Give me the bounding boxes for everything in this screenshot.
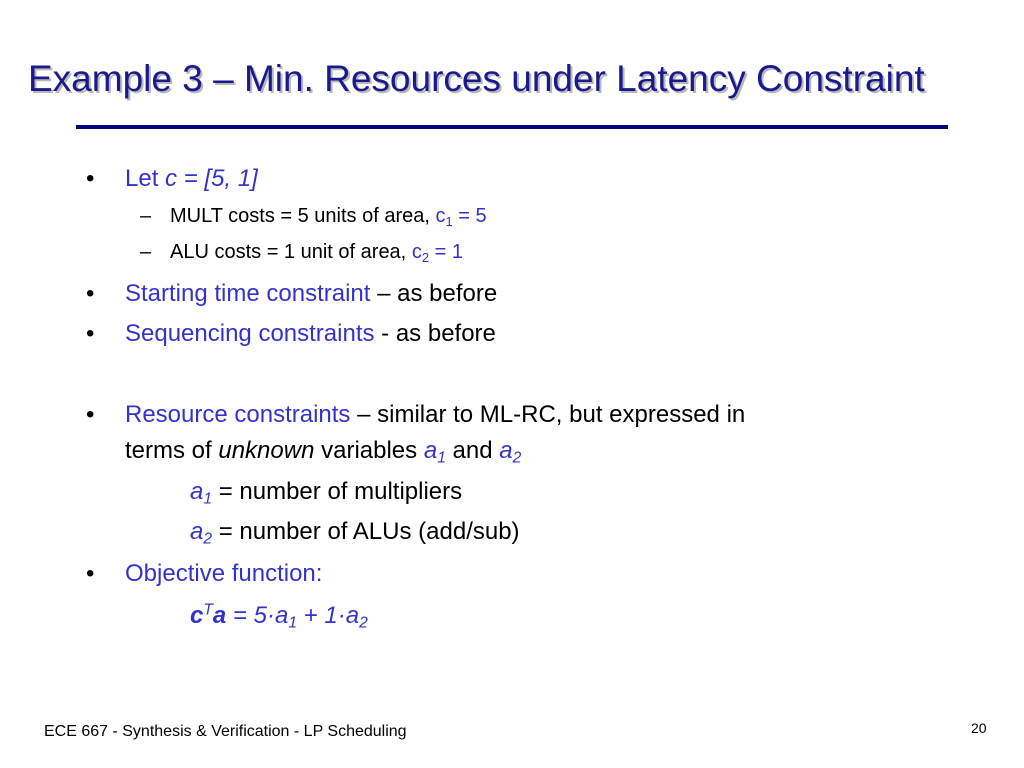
bullet-icon: •: [86, 320, 95, 347]
a2-symbol: $a_2$: [499, 437, 522, 467]
starting-time-label: Starting time constraint: [125, 280, 371, 307]
unknown-word: unknown: [218, 437, 315, 464]
slide-footer: ECE 667 - Synthesis & Verification - LP Scheduling: [44, 723, 407, 740]
bullet-icon: •: [86, 401, 95, 428]
let-word: Let: [125, 165, 159, 192]
dash-icon: –: [140, 205, 152, 227]
starting-time-rest: – as before: [370, 280, 498, 307]
page-number: 20: [971, 720, 987, 736]
a1-definition: $a_1$ = number of multipliers: [190, 478, 463, 508]
sequencing-line: [125, 320, 496, 348]
objective-formula: $c^Ta = 5\cdot a_1 + 1\cdot a_2$: [190, 601, 368, 632]
mult-cost-symbol: $c_1 = 5$: [435, 205, 487, 229]
let-line: [125, 165, 258, 193]
bullet-icon: •: [86, 560, 95, 587]
alu-cost-symbol: $c_2 = 1$: [411, 241, 463, 265]
sequencing-label: Sequencing constraints: [125, 320, 375, 347]
title-underline: [76, 125, 948, 129]
resource-line-2: terms of unknown variables $a_1$ and $a_2$: [125, 437, 522, 467]
dash-icon: –: [140, 241, 152, 263]
slide-title: Example 3 – Min. Resources under Latency Constraint: [28, 58, 925, 99]
mult-cost-line: [170, 205, 487, 228]
let-value: = [5, 1]: [177, 165, 258, 192]
a1-symbol: $a_1$: [423, 437, 446, 467]
bullet-icon: •: [86, 280, 95, 307]
resource-label: Resource constraints: [125, 401, 351, 428]
let-var: c: [165, 165, 178, 192]
sequencing-rest: - as before: [374, 320, 496, 347]
a2-definition: $a_2$ = number of ALUs (add/sub): [190, 518, 520, 548]
alu-cost-text: ALU costs = 1 unit of area,: [170, 241, 407, 263]
bullet-icon: •: [86, 165, 95, 192]
resource-line-1: [125, 401, 745, 429]
resource-rest: – similar to ML-RC, but expressed in: [350, 401, 746, 428]
starting-time-line: [125, 280, 497, 308]
alu-cost-line: [170, 241, 463, 264]
mult-cost-text: MULT costs = 5 units of area,: [170, 205, 430, 227]
objective-label: Objective function:: [125, 560, 323, 587]
